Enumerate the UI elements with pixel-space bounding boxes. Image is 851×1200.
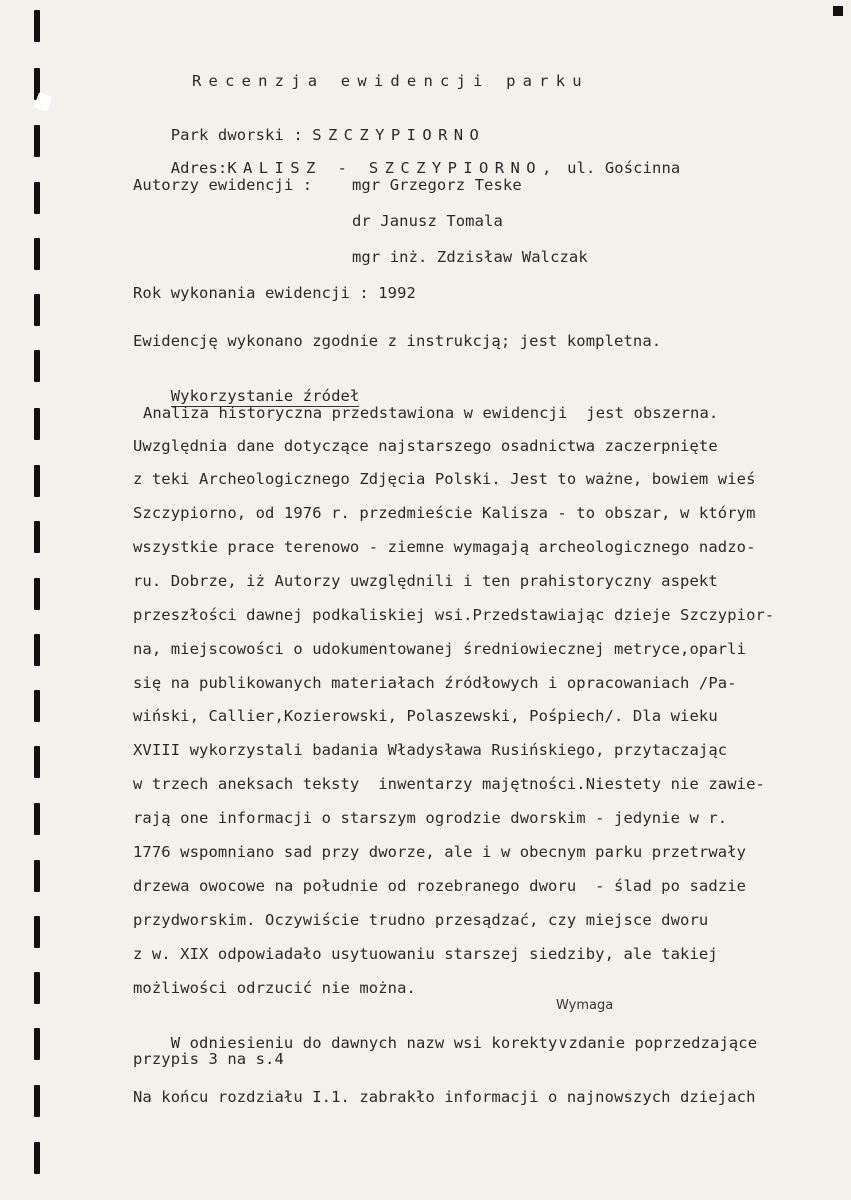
correction-text: W odniesieniu do dawnych nazw wsi korekty	[170, 1034, 558, 1052]
body-line: z w. XIX odpowiadało usytuowaniu starszej siedziby, ale takiej	[133, 945, 718, 963]
binding-mark	[34, 465, 40, 497]
binding-mark	[34, 746, 40, 778]
body-line: 1776 wspomniano sad przy dworze, ale i w obecnym parku przetrwały	[133, 843, 747, 861]
body-line: Szczypiorno, od 1976 r. przedmieście Kalisza - to obszar, w którym	[133, 504, 756, 522]
binding-mark	[34, 578, 40, 610]
binding-mark	[34, 634, 40, 666]
scan-corner-mark	[833, 6, 843, 16]
body-line: ru. Dobrze, iż Autorzy uwzględnili i ten prahistoryczny aspekt	[133, 572, 718, 590]
last-line: Na końcu rozdziału I.1. zabrakło informacji o najnowszych dziejach	[133, 1088, 756, 1106]
author-name: dr Janusz Tomala	[352, 212, 503, 230]
body-line: się na publikowanych materiałach źródłowych i opracowaniach /Pa-	[133, 674, 737, 692]
section-heading-text: Wykorzystanie źródeł	[170, 387, 360, 405]
body-line: na, miejscowości o udokumentowanej średniowiecznej metryce,oparli	[133, 640, 747, 658]
binding-mark	[34, 521, 40, 553]
insertion-caret: ∨	[557, 1034, 569, 1052]
correction-text-rest: zdanie poprzedzające	[568, 1034, 758, 1052]
address-label: Adres:	[170, 159, 228, 177]
address-street: ul. Gościnna	[557, 159, 681, 177]
body-line: drzewa owocowe na południe od rozebranego dworu - ślad po sadzie	[133, 877, 747, 895]
binding-mark	[34, 182, 40, 214]
body-line: z teki Archeologicznego Zdjęcia Polski. Jest to ważne, bowiem wieś	[133, 470, 756, 488]
body-line: Analiza historyczna przedstawiona w ewidencji jest obszerna.	[143, 404, 719, 422]
intro-line: Ewidencję wykonano zgodnie z instrukcją; jest kompletna.	[133, 332, 662, 350]
author-name: mgr Grzegorz Teske	[352, 176, 522, 194]
binding-mark	[34, 125, 40, 157]
binding-mark	[34, 350, 40, 382]
handwritten-insert: Wymaga	[556, 998, 614, 1013]
body-line: przeszłości dawnej podkaliskiej wsi.Przedstawiając dzieje Szczypior-	[133, 606, 775, 624]
binding-mark	[34, 690, 40, 722]
body-line: rają one informacji o starszym ogrodzie dworskim - jedynie w r.	[133, 809, 728, 827]
binding-mark	[34, 10, 40, 42]
binding-mark	[34, 1028, 40, 1060]
body-line: przydworskim. Oczywiście trudno przesądzać, czy miejsce dworu	[133, 911, 709, 929]
binding-mark	[34, 1085, 40, 1117]
body-line: Uwzględnia dane dotyczące najstarszego osadnictwa zaczerpnięte	[133, 437, 718, 455]
binding-mark	[34, 294, 40, 326]
address-city: KALISZ - SZCZYPIORNO,	[227, 159, 558, 177]
binding-mark	[34, 972, 40, 1004]
park-name: SZCZYPIORNO	[312, 126, 486, 144]
body-line: możliwości odrzucić nie można.	[133, 979, 416, 997]
body-line: wiński, Callier,Kozierowski, Polaszewski, Pośpiech/. Dla wieku	[133, 707, 718, 725]
park-label: Park dworski :	[170, 126, 313, 144]
body-line: w trzech aneksach teksty inwentarzy majętności.Niestety nie zawie-	[133, 775, 765, 793]
binding-mark	[34, 860, 40, 892]
binding-mark	[34, 1142, 40, 1174]
body-line: wszystkie prace terenowo - ziemne wymagają archeologicznego nadzo-	[133, 538, 756, 556]
year-line: Rok wykonania ewidencji : 1992	[133, 284, 416, 302]
binding-mark	[34, 916, 40, 948]
binding-mark	[34, 408, 40, 440]
authors-label: Autorzy ewidencji :	[133, 176, 313, 194]
document-title: Recenzja ewidencji parku	[192, 72, 589, 90]
author-name: mgr inż. Zdzisław Walczak	[352, 248, 588, 266]
body-line: XVIII wykorzystali badania Władysława Rusińskiego, przytaczając	[133, 741, 728, 759]
binding-mark	[34, 803, 40, 835]
footnote-line: przypis 3 na s.4	[133, 1050, 284, 1068]
binding-mark	[34, 238, 40, 270]
